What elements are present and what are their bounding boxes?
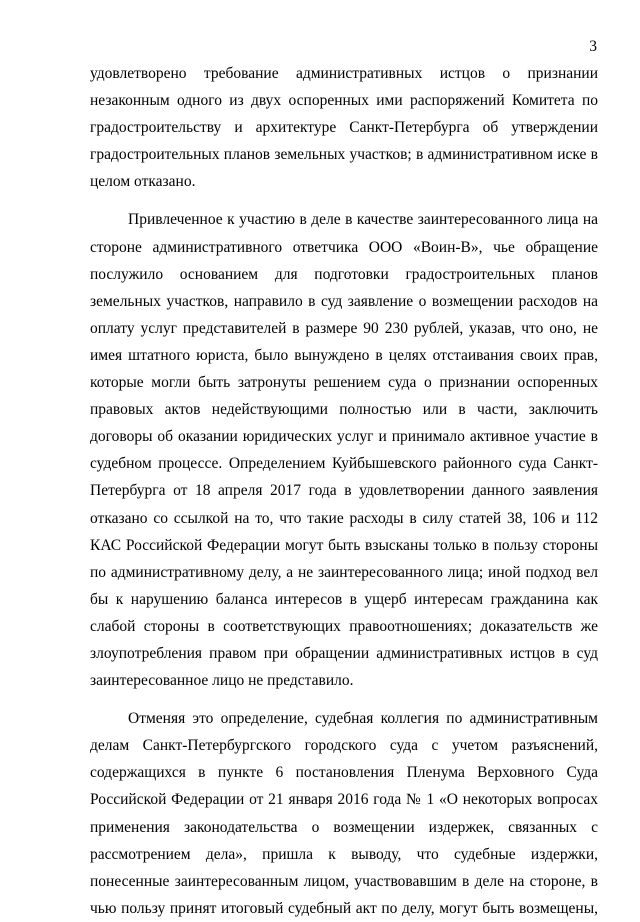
document-body [90,60,598,922]
page-number: 3 [589,38,597,55]
paragraph-continuation: удовлетворено требование административных истцов о признании незаконным одного из двух оспоренных ими распоряжений Комитета по градостроительству и архитектуре Санкт-Петербурга об утверждении градостроительных планов земельных участков; в административном иске в целом отказано. [90,65,598,191]
paragraph-interested-party-claim: Привлеченное к участию в деле в качестве заинтересованного лица на стороне административного ответчика ООО «Воин-В», чье обращение послужило основанием для подготовки градостроительных планов земельных участков, направило в суд заявление о возмещении расходов на оплату услуг представителей в размере 90 230 рублей, указав, что оно, не имея штатного юриста, было вынуждено в целях отстаивания своих прав, которые могли быть затронуты решением суда о признании оспоренных правовых актов недействующими полностью или в части, заключить договоры об оказании юридических услуг и принимало активное участие в судебном процессе. Определением Куйбышевского районного суда Санкт-Петербурга от 18 апреля 2017 года в удовлетворении данного заявления отказано со ссылкой на то, что такие расходы в силу статей 38, 106 и 112 КАС Российской Федерации могут быть взысканы только в пользу стороны по административному делу, а не заинтересованного лица; иной подход вел бы к нарушению баланса интересов в ущерб интересам гражданина как слабой стороны в соответствующих правоотношениях; доказательств же злоупотребления правом при обращении административных истцов в суд заинтересованное лицо не представило. [90,211,598,690]
paragraph-appeal-ruling: Отменяя это определение, судебная коллегия по административным делам Санкт-Петербургского городского суда с учетом разъяснений, содержащихся в пункте 6 постановления Пленума Верховного Суда Российской Федерации от 21 января 2016 года № 1 «О некоторых вопросах применения законодательства о возмещении издержек, связанных с рассмотрением дела», пришла к выводу, что судебные издержки, понесенные заинтересованным лицом, участвовавшим в деле на стороне, в чью пользу принят итоговый судебный акт по делу, могут быть возмещены, [90,710,598,917]
